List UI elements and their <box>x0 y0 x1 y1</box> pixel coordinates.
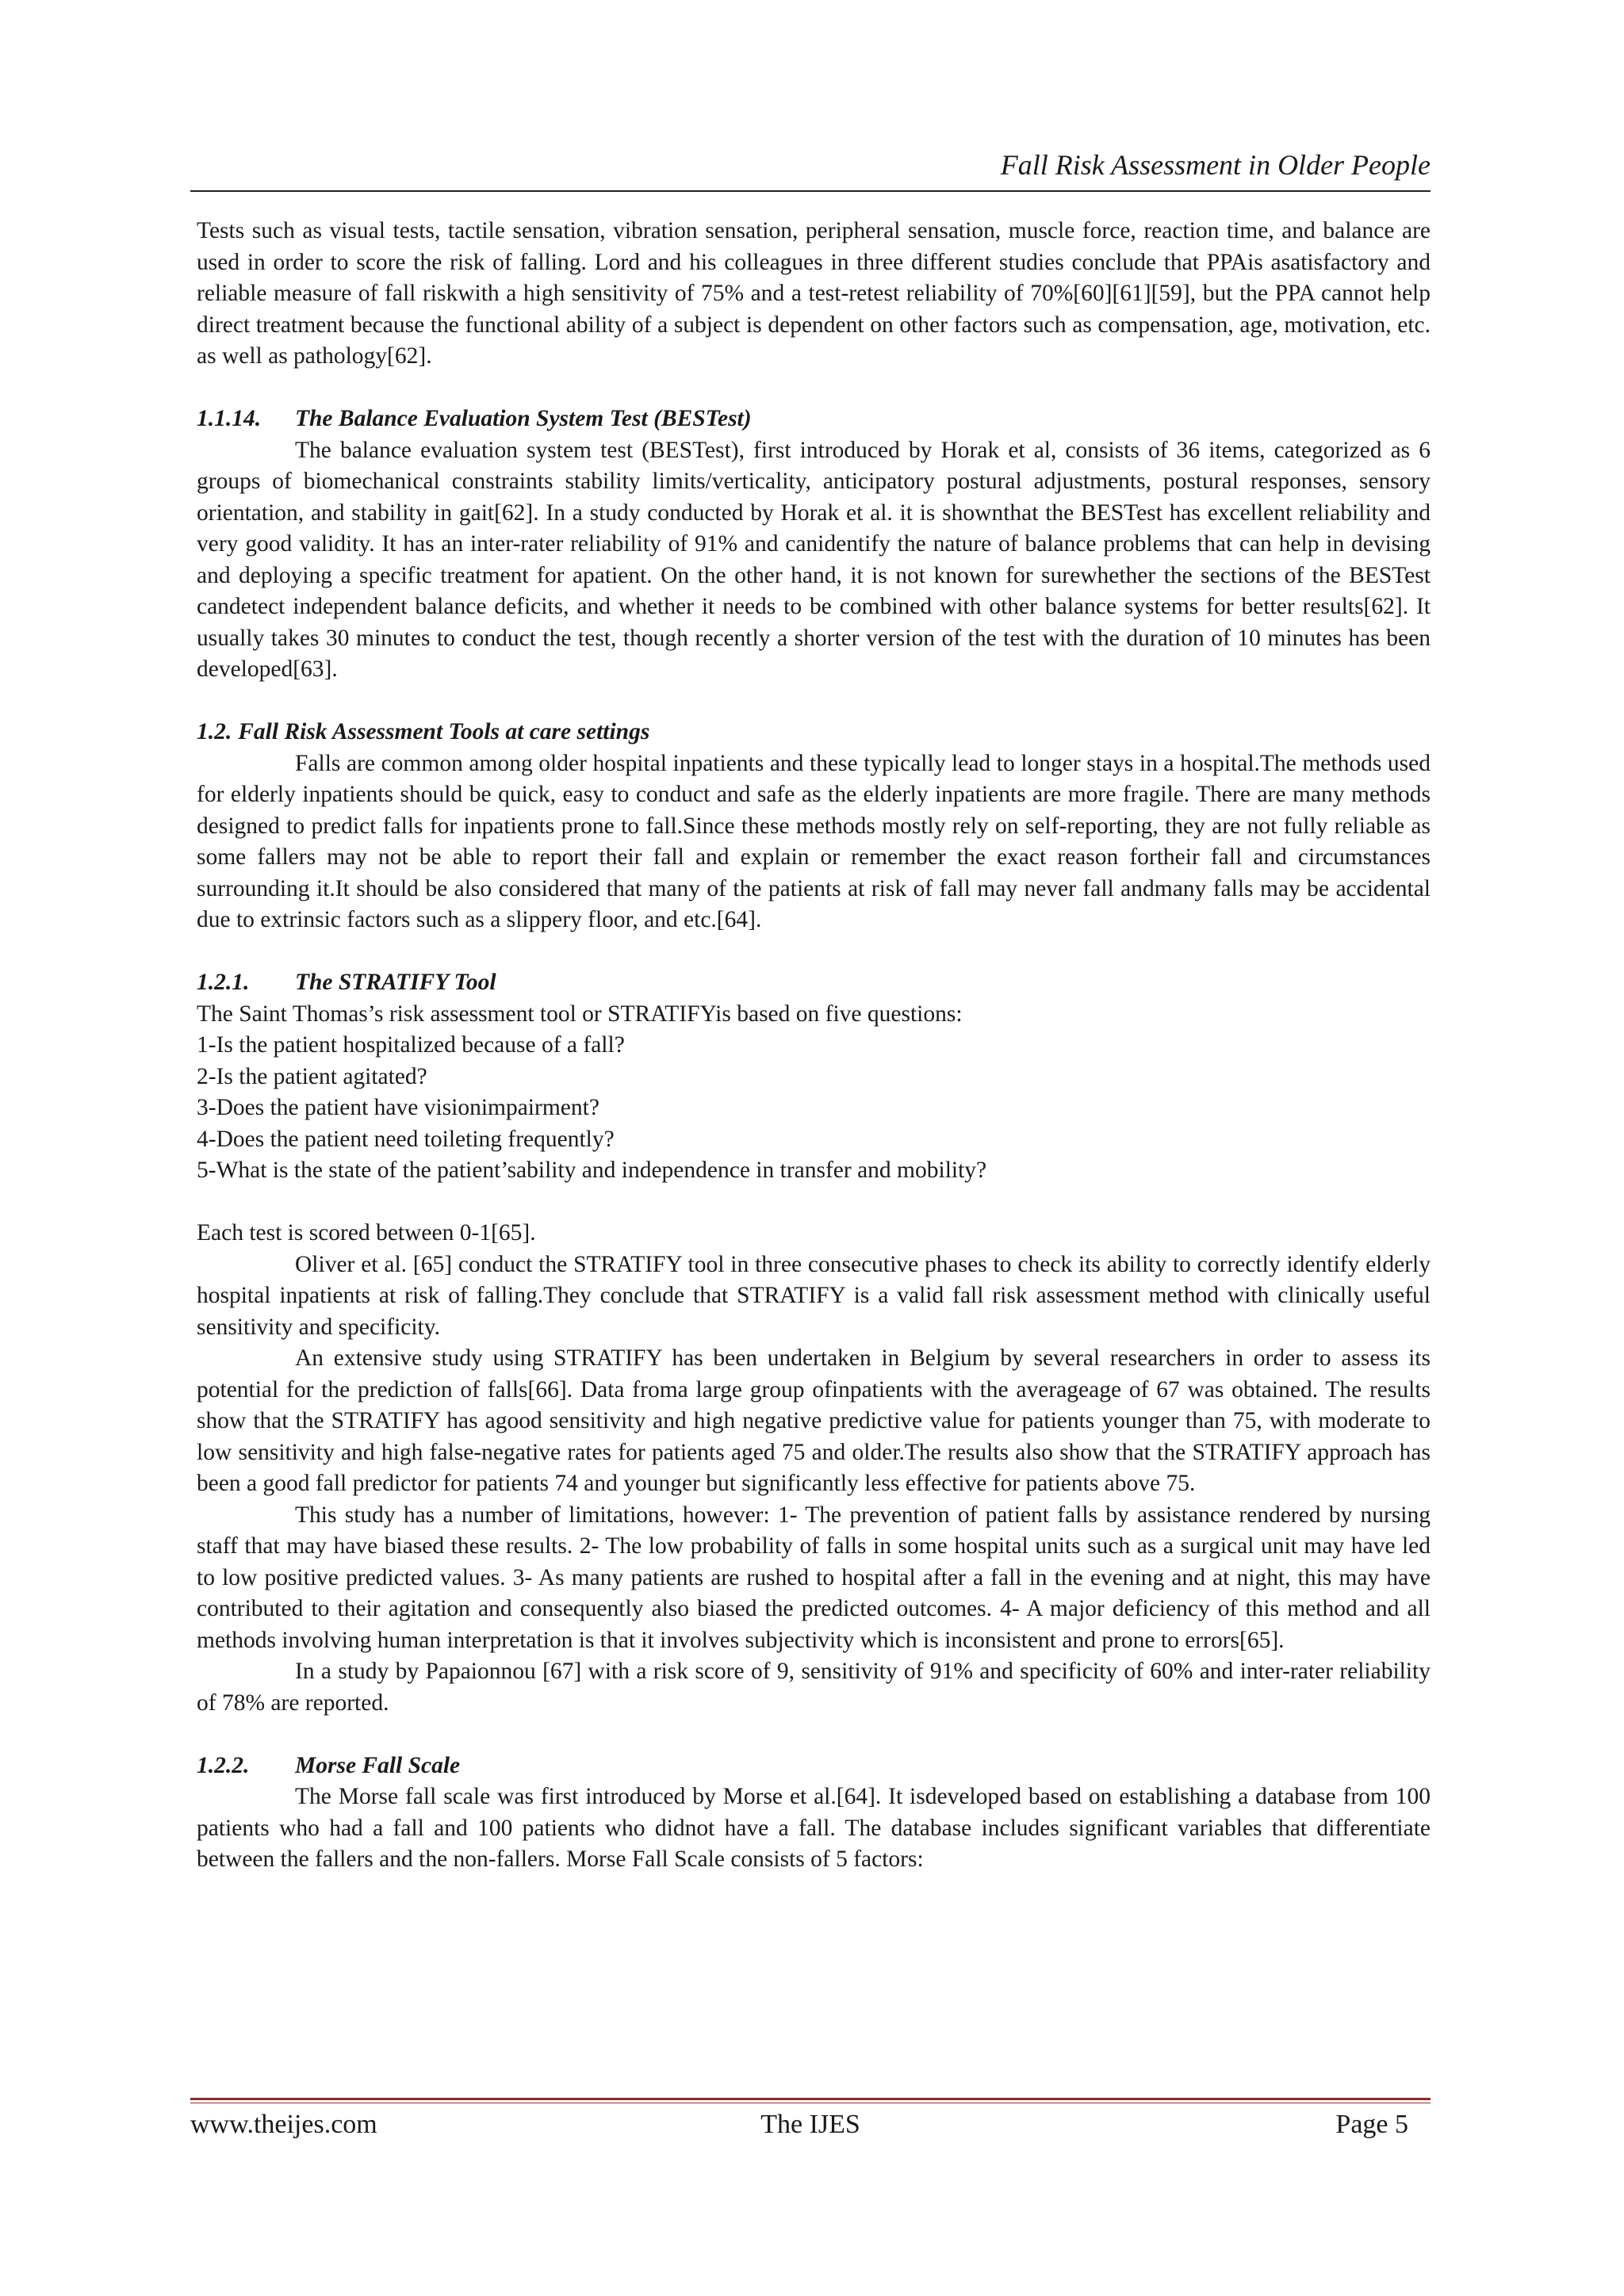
oliver-paragraph: Oliver et al. [65] conduct the STRATIFY tool in three consecutive phases to check its ability to correctly identify elderly hospital inpatients at risk of falling.They conclude that STRATIFY is a valid fall risk assessment method with clinically useful sensitivity and specificity. <box>197 1251 1431 1340</box>
care-settings-paragraph: Falls are common among older hospital inpatients and these typically lead to longer stays in a hospital.The methods used for elderly inpatients should be quick, easy to conduct and safe as the elderly inpatients are more fragile. There are many methods designed to predict falls for inpatients prone to fall.Since these methods mostly rely on self-reporting, they are not fully reliable as some fallers may not be able to report their fall and explain or remember the exact reason fortheir fall and circumstances surrounding it.It should be also considered that many of the patients at risk of fall may never fall andmany falls may be accidental due to extrinsic factors such as a slippery floor, and etc.[64]. <box>197 750 1431 932</box>
section-number: 1.2. <box>197 719 232 744</box>
footer-rule <box>190 2098 1431 2100</box>
question-item: 2-Is the patient agitated? <box>197 1063 427 1089</box>
intro-paragraph: Tests such as visual tests, tactile sensation, vibration sensation, peripheral sensation, muscle force, reaction time, and balance are used in order to score the risk of falling. Lord and his colleagues in three different studies conclude that PPAis asatisfactory and reliable measure of fall riskwith a high sensitivity of 75% and a test-retest reliability of 70%[60][61][59], but the PPA cannot help direct treatment because the functional ability of a subject is dependent on other factors such as compensation, age, motivation, etc. as well as pathology[62]. <box>197 218 1431 369</box>
header-rule <box>190 190 1431 192</box>
spacer <box>197 936 1431 968</box>
spacer <box>197 1719 1431 1751</box>
section-number: 1.2.1. <box>197 970 250 995</box>
score-note: Each test is scored between 0-1[65]. <box>197 1220 536 1246</box>
section-number: 1.2.2. <box>197 1752 250 1778</box>
section-heading-1-2-2 <box>197 1751 1431 1782</box>
question-item: 3-Does the patient have visionimpairment? <box>197 1095 599 1120</box>
question-item: 5-What is the state of the patient’sability and independence in transfer and mobility? <box>197 1158 987 1183</box>
papaionnou-paragraph: In a study by Papaionnou [67] with a risk score of 9, sensitivity of 91% and specificity of 60% and inter-rater reliability of 78% are reported. <box>197 1659 1431 1716</box>
question-item: 4-Does the patient need toileting frequently? <box>197 1126 615 1152</box>
spacer <box>197 686 1431 718</box>
bestest-paragraph: The balance evaluation system test (BESTest), first introduced by Horak et al, consists of 36 items, categorized as 6 groups of biomechanical constraints stability limits/verticality, anticipatory postural adjustments, postural responses, sensory orientation, and stability in gait[62]. In a study conducted by Horak et al. it is shownthat the BESTest has excellent reliability and very good validity. It has an inter-rater reliability of 91% and canidentify the nature of balance problems that can help in devising and deploying a specific treatment for apatient. On the other hand, it is not known for surewhether the sections of the BESTest candetect independent balance deficits, and whether it needs to be combined with other balance systems for better results[62]. It usually takes 30 minutes to conduct the test, though recently a shorter version of the test with the duration of 10 minutes has been developed[63]. <box>197 437 1431 682</box>
limitations-paragraph: This study has a number of limitations, however: 1- The prevention of patient falls by assistance rendered by nursing staff that may have biased these results. 2- The low probability of falls in some hospital units such as a surgical unit may have led to low positive predicted values. 3- As many patients are rushed to hospital after a fall in the evening and at night, this may have contributed to their agitation and consequently also biased the predicted outcomes. 4- A major deficiency of this method and all methods involving human interpretation is that it involves subjectivity which is inconsistent and prone to errors[65]. <box>197 1502 1431 1653</box>
section-title: Morse Fall Scale <box>295 1752 461 1778</box>
spacer <box>197 1187 1431 1219</box>
footer-journal: The IJES <box>760 2110 860 2139</box>
section-title: The Balance Evaluation System Test (BESTest) <box>295 406 752 431</box>
section-heading-1-2 <box>197 717 1431 748</box>
question-item: 1-Is the patient hospitalized because of a fall? <box>197 1032 625 1058</box>
section-heading-1-2-1 <box>197 967 1431 999</box>
footer-website: www.theijes.com <box>190 2110 377 2139</box>
morse-paragraph: The Morse fall scale was first introduced by Morse et al.[64]. It isdeveloped based on establishing a database from 100 patients who had a fall and 100 patients who didnot have a fall. The database includes significant variables that differentiate between the fallers and the non-fallers. Morse Fall Scale consists of 5 factors: <box>197 1784 1431 1872</box>
belgium-study-paragraph: An extensive study using STRATIFY has been undertaken in Belgium by several researchers in order to assess its potential for the prediction of falls[66]. Data froma large group ofinpatients with the averageage of 67 was obtained. The results show that the STRATIFY has agood sensitivity and high negative predictive value for patients younger than 75, with moderate to low sensitivity and high false-negative rates for patients aged 75 and older.The results also show that the STRATIFY approach has been a good fall predictor for patients 74 and younger but significantly less effective for patients above 75. <box>197 1345 1431 1496</box>
spacer <box>197 373 1431 404</box>
section-title: Fall Risk Assessment Tools at care settings <box>238 719 650 744</box>
footer-page-number: Page 5 <box>1335 2110 1408 2139</box>
body-text <box>197 216 1431 1876</box>
section-heading-1-1-14 <box>197 404 1431 435</box>
section-number: 1.1.14. <box>197 406 262 431</box>
section-title: The STRATIFY Tool <box>295 970 496 995</box>
stratify-intro: The Saint Thomas’s risk assessment tool or STRATIFYis based on five questions: <box>197 1001 963 1027</box>
running-header: Fall Risk Assessment in Older People <box>1000 149 1431 181</box>
